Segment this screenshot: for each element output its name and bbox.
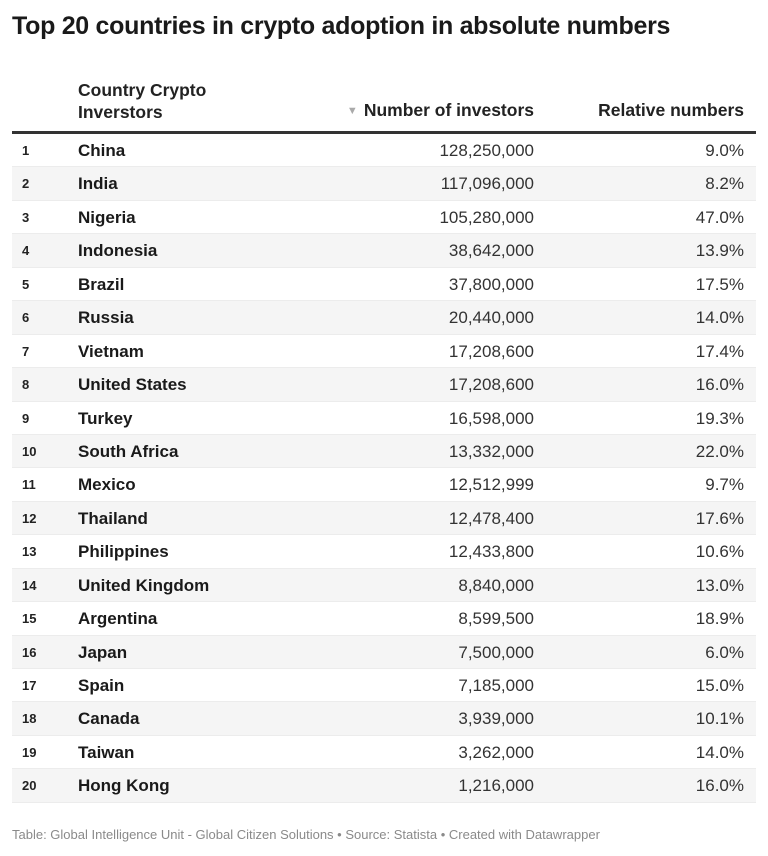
rank-cell: 9: [22, 410, 30, 426]
country-cell: Indonesia: [78, 241, 158, 261]
investors-cell: 117,096,000: [440, 174, 534, 194]
table-row: [12, 468, 756, 501]
country-cell: Russia: [78, 308, 134, 328]
country-cell: China: [78, 141, 126, 160]
relative-cell: 13.9%: [695, 241, 744, 261]
relative-cell: 9.7%: [705, 475, 744, 495]
investors-cell: 3,262,000: [458, 742, 534, 762]
investors-cell: 105,280,000: [439, 207, 534, 227]
investors-cell: 7,185,000: [458, 676, 534, 695]
relative-cell: 14.0%: [695, 742, 744, 762]
table-row: [12, 769, 756, 802]
relative-cell: 6.0%: [705, 642, 744, 662]
relative-cell: 17.4%: [695, 341, 744, 361]
table-header: [12, 76, 756, 134]
country-cell: Canada: [78, 709, 140, 729]
investors-cell: 37,800,000: [448, 274, 534, 294]
relative-cell: 17.5%: [695, 274, 744, 294]
investors-cell: 17,208,600: [448, 341, 534, 361]
column-header-investors-label: Number of investors: [363, 100, 534, 120]
relative-cell: 17.6%: [695, 508, 744, 528]
country-cell: Hong Kong: [78, 776, 170, 796]
rank-cell: 17: [22, 678, 37, 693]
relative-cell: 14.0%: [695, 308, 744, 328]
relative-cell: 16.0%: [695, 776, 744, 796]
country-cell: United Kingdom: [78, 575, 210, 595]
rank-cell: 16: [22, 644, 37, 660]
table-row: [12, 502, 756, 535]
rank-cell: 12: [22, 510, 37, 526]
investors-cell: 1,216,000: [458, 776, 534, 796]
relative-cell: 22.0%: [695, 441, 744, 461]
table-row: [12, 268, 756, 301]
relative-cell: 16.0%: [695, 375, 744, 395]
table-row: [12, 134, 756, 167]
investors-cell: 38,642,000: [448, 241, 534, 261]
rank-cell: 10: [22, 443, 37, 459]
investors-cell: 128,250,000: [439, 141, 534, 160]
table-row: [12, 167, 756, 200]
relative-cell: 13.0%: [695, 575, 744, 595]
rank-cell: 1: [22, 143, 30, 158]
table-row: [12, 402, 756, 435]
country-cell: South Africa: [78, 441, 179, 461]
rank-cell: 7: [22, 343, 30, 359]
sort-descending-icon: ▼: [346, 105, 358, 117]
table-row: [12, 435, 756, 468]
rank-cell: 13: [22, 544, 37, 560]
rank-cell: 19: [22, 744, 37, 760]
table-body: [12, 134, 756, 803]
investors-cell: 17,208,600: [448, 375, 534, 395]
country-cell: Mexico: [78, 475, 136, 495]
investors-cell: 12,512,999: [448, 475, 534, 495]
investors-cell: 8,840,000: [458, 575, 534, 595]
investors-cell: 20,440,000: [448, 308, 534, 328]
table-row: [12, 335, 756, 368]
table-row: [12, 569, 756, 602]
investors-cell: 13,332,000: [448, 441, 534, 461]
table-footer-credits: Table: Global Intelligence Unit - Global Citizen Solutions • Source: Statista • Created with Datawrapper: [12, 827, 600, 842]
table-row: [12, 669, 756, 702]
table-row: [12, 602, 756, 635]
table-row: [12, 736, 756, 769]
table-row: [12, 301, 756, 334]
rank-cell: 8: [22, 377, 30, 393]
country-cell: Nigeria: [78, 207, 136, 227]
relative-cell: 10.1%: [695, 709, 744, 729]
investors-cell: 3,939,000: [458, 709, 534, 729]
country-cell: Argentina: [78, 609, 158, 629]
rank-cell: 14: [22, 577, 37, 593]
country-cell: Spain: [78, 676, 125, 695]
relative-cell: 19.3%: [695, 408, 744, 428]
column-header-investors[interactable]: [347, 100, 534, 121]
data-table: [12, 76, 756, 803]
rank-cell: 3: [22, 209, 30, 225]
rank-cell: 20: [22, 778, 37, 794]
relative-cell: 8.2%: [705, 174, 744, 194]
rank-cell: 4: [22, 243, 30, 259]
rank-cell: 5: [22, 276, 30, 292]
relative-cell: 15.0%: [695, 676, 744, 695]
column-header-country[interactable]: Country Crypto Inverstors: [78, 80, 207, 122]
country-cell: Vietnam: [78, 341, 144, 361]
table-row: [12, 201, 756, 234]
rank-cell: 2: [22, 176, 30, 192]
country-cell: Thailand: [78, 508, 148, 528]
table-row: [12, 368, 756, 401]
country-cell: Brazil: [78, 274, 125, 294]
table-row: [12, 702, 756, 735]
investors-cell: 12,433,800: [448, 542, 534, 562]
investors-cell: 7,500,000: [458, 642, 534, 662]
column-header-relative[interactable]: Relative numbers: [598, 100, 744, 120]
country-cell: United States: [78, 375, 187, 395]
country-cell: Philippines: [78, 542, 169, 562]
country-cell: Taiwan: [78, 742, 135, 762]
country-cell: Turkey: [78, 408, 133, 428]
relative-cell: 9.0%: [705, 141, 744, 160]
country-cell: India: [78, 174, 118, 194]
investors-cell: 16,598,000: [448, 408, 534, 428]
table-row: [12, 234, 756, 267]
relative-cell: 47.0%: [695, 207, 744, 227]
relative-cell: 18.9%: [695, 609, 744, 629]
relative-cell: 10.6%: [695, 542, 744, 562]
rank-cell: 15: [22, 611, 37, 627]
table-row: [12, 636, 756, 669]
table-row: [12, 535, 756, 568]
rank-cell: 18: [22, 711, 37, 727]
rank-cell: 11: [22, 477, 36, 493]
investors-cell: 12,478,400: [448, 508, 534, 528]
country-cell: Japan: [78, 642, 128, 662]
chart-title: Top 20 countries in crypto adoption in absolute numbers: [12, 12, 671, 40]
investors-cell: 8,599,500: [458, 609, 534, 629]
rank-cell: 6: [22, 310, 30, 326]
